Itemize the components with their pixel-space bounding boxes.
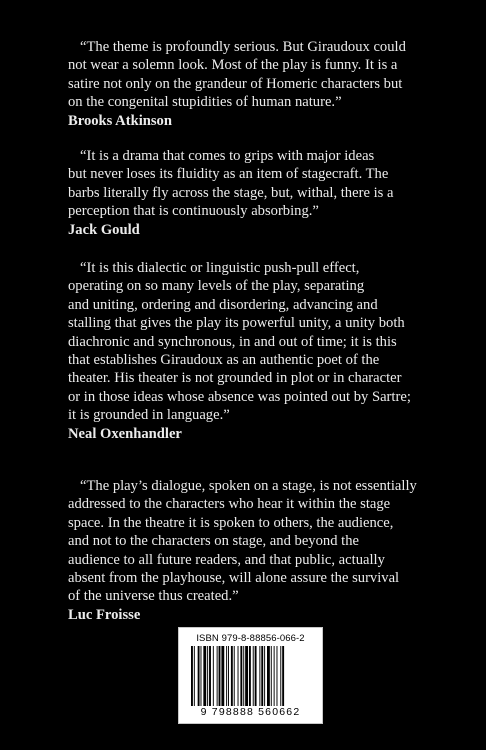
quote-text: “It is this dialectic or linguistic push-pull effect, operating on so many levels of the play, separating and uniting, ordering and disordering, advancing and stalling that gives the play its powerful unity, a unity both diachronic and synchronous, in and out of time; it is this that establishes Giraudoux as an authentic poet of the theater. His theater is not grounded in plot or in character or in those ideas whose absence was pointed out by Sartre; it is grounded in language.” bbox=[68, 260, 411, 424]
barcode-bar bbox=[201, 646, 202, 706]
barcode-bar bbox=[191, 646, 193, 706]
barcode-bar bbox=[253, 646, 254, 706]
quote-neal-oxenhandler bbox=[68, 259, 440, 443]
barcode-bar bbox=[209, 646, 211, 706]
quote-jack-gould bbox=[68, 147, 440, 239]
barcode-bar bbox=[255, 646, 257, 706]
barcode-bar bbox=[198, 646, 200, 706]
barcode-bar bbox=[259, 646, 260, 706]
isbn-barcode bbox=[178, 627, 323, 724]
quote-text: “The play’s dialogue, spoken on a stage, is not essentially addressed to the characters who hear it within the stage space. In the theatre it is spoken to others, the audience, and not to the characters on stage, and beyond the audience to all future readers, and that public, actually absent from the playhouse, will alone assure the survival of the universe thus created.” bbox=[68, 478, 417, 605]
barcode-bar bbox=[271, 646, 272, 706]
barcode-bar bbox=[267, 646, 270, 706]
barcode-bar bbox=[194, 646, 195, 706]
quote-author: Neal Oxenhandler bbox=[68, 425, 182, 442]
barcode-bar bbox=[238, 646, 239, 706]
barcode-bar bbox=[245, 646, 248, 706]
barcode-bar bbox=[213, 646, 214, 706]
barcode-bar bbox=[243, 646, 244, 706]
barcode-bar bbox=[221, 646, 224, 706]
quote-brooks-atkinson bbox=[68, 38, 440, 130]
barcode-bar bbox=[282, 646, 284, 706]
barcode-bar bbox=[217, 646, 218, 706]
barcode-bar bbox=[226, 646, 227, 706]
quote-luc-froisse bbox=[68, 477, 440, 624]
barcode-bar bbox=[249, 646, 251, 706]
barcode-bars bbox=[191, 646, 312, 706]
barcode-digits: 9 798888 560662 bbox=[200, 706, 301, 718]
quote-text: “The theme is profoundly serious. But Giraudoux could not wear a solemn look. Most of the play is funny. It is a satire not only on the grandeur of Homeric characters but on the congenital stupidities of human nature.” bbox=[68, 39, 406, 111]
isbn-label: ISBN 979-8-88856-066-2 bbox=[196, 633, 305, 644]
barcode-bar bbox=[264, 646, 265, 706]
barcode-bar bbox=[219, 646, 221, 706]
barcode-bar bbox=[234, 646, 235, 706]
quote-author: Brooks Atkinson bbox=[68, 112, 172, 129]
barcode-bar bbox=[274, 646, 275, 706]
barcode-bar bbox=[207, 646, 208, 706]
quote-author: Luc Froisse bbox=[68, 606, 141, 623]
barcode-bar bbox=[228, 646, 229, 706]
quote-author: Jack Gould bbox=[68, 221, 140, 238]
barcode-bar bbox=[231, 646, 233, 706]
barcode-bar bbox=[203, 646, 206, 706]
barcode-bar bbox=[277, 646, 278, 706]
quote-text: “It is a drama that comes to grips with major ideas but never loses its fluidity as an item of stagecraft. The barbs literally fly across the stage, but, withal, there is a perception that is continuously absorbing.” bbox=[68, 148, 394, 220]
barcode-bar bbox=[240, 646, 242, 706]
barcode-bar bbox=[280, 646, 281, 706]
barcode-bar bbox=[261, 646, 263, 706]
